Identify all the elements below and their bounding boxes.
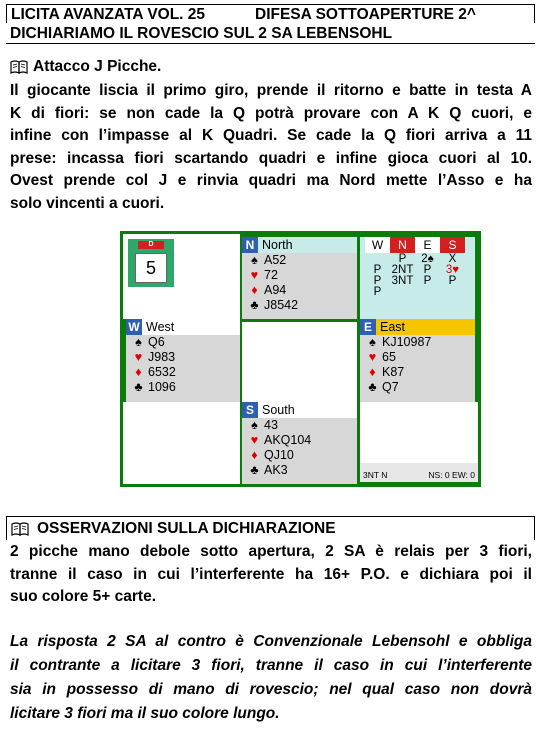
board-info-cell — [123, 234, 240, 319]
heart-icon: ♥ — [134, 350, 143, 364]
dealer-indicator — [128, 239, 174, 287]
bid: P — [423, 264, 432, 276]
east-hand — [360, 319, 475, 402]
diamond-icon: ♦ — [135, 365, 142, 379]
bid — [440, 287, 465, 298]
text-line: suo colore 5+ carte. — [10, 588, 157, 605]
bid: P — [373, 275, 382, 287]
diamond-icon: ♦ — [369, 365, 376, 379]
spades: KJ10987 — [382, 335, 432, 349]
bid: X — [448, 253, 457, 265]
clubs: AK3 — [264, 463, 288, 477]
diamonds: 6532 — [148, 365, 176, 379]
seat-badge: S — [242, 402, 258, 418]
text-line: il contrante a licitare 3 fiori, tranne il caso in cui l’interferente — [10, 657, 532, 674]
observations-header — [6, 516, 535, 540]
spade-icon: ♠ — [251, 418, 258, 432]
hand-name: West — [146, 320, 175, 334]
hand-name: South — [262, 403, 295, 417]
text-line: licitare 3 fiori ma il suo colore lungo. — [10, 705, 280, 722]
empty-cell — [123, 402, 240, 484]
auction-col-e: E — [415, 237, 440, 253]
south-hand — [242, 402, 357, 484]
lead-line — [10, 57, 161, 76]
diamonds: QJ10 — [264, 448, 294, 462]
club-icon: ♣ — [250, 463, 259, 477]
hand-name: East — [380, 320, 406, 334]
heart-icon: ♥ — [250, 433, 259, 447]
clubs: 1096 — [148, 380, 176, 394]
club-icon: ♣ — [250, 298, 259, 312]
auction-col-n: N — [390, 237, 415, 253]
hearts: J983 — [148, 350, 176, 364]
subtitle-bar — [6, 24, 535, 44]
spades: A52 — [264, 253, 287, 267]
hand-name: North — [262, 238, 293, 252]
text-line: Ovest prende col J e rinvia quadri ma Nord mette l’Asso e ha — [10, 172, 532, 189]
score: NS: 0 EW: 0 — [428, 470, 475, 480]
bid: 3♥ — [445, 264, 460, 276]
bid: P — [373, 286, 382, 298]
header-bar — [6, 4, 535, 23]
hearts: 72 — [264, 268, 278, 282]
west-hand — [126, 319, 240, 402]
club-icon: ♣ — [368, 380, 377, 394]
north-hand — [242, 237, 357, 319]
diamonds: A94 — [264, 283, 287, 297]
observations-text — [10, 541, 532, 609]
bid: P — [448, 275, 457, 287]
text-line: Il giocante liscia il primo giro, prende il ritorno e batte in testa A — [10, 82, 532, 99]
text-line: 2 picche mano debole sotto apertura, 2 SA è relais per 3 fiori, — [10, 543, 532, 560]
lebensohl-note — [10, 630, 532, 726]
bid: P — [398, 253, 407, 265]
bid: 3NT — [391, 275, 414, 287]
book-icon — [10, 60, 28, 74]
spades: 43 — [264, 418, 278, 432]
auction-rows — [360, 253, 475, 298]
text-line: K di fiori: se non cade la Q potrà provare con A K Q cuori, e — [10, 104, 532, 122]
text-line: prese: incassa fiori scartando quadri e infine gioca cuori al 10. — [10, 149, 532, 167]
text-line: infine con l’impasse al K Quadri. Se cade la Q fiori arriva a 11 — [10, 127, 532, 144]
diamond-icon: ♦ — [251, 448, 258, 462]
bid: P — [373, 264, 382, 276]
clubs: Q7 — [382, 380, 399, 394]
spade-icon: ♠ — [135, 335, 142, 349]
bid: 2NT — [391, 264, 414, 276]
seat-badge: E — [360, 319, 376, 335]
auction-col-w: W — [365, 237, 390, 253]
spade-icon: ♠ — [251, 253, 258, 267]
auction-box — [360, 237, 475, 319]
opening-lead: Attacco J Picche. — [33, 58, 162, 75]
topic-title: DIFESA SOTTOAPERTURE 2^ — [255, 6, 476, 23]
bridge-deal-diagram — [120, 231, 481, 487]
contract: 3NT N — [363, 470, 388, 480]
heart-icon: ♥ — [250, 268, 259, 282]
result-bar — [360, 463, 478, 482]
board-number: 5 — [135, 253, 167, 283]
table-center — [242, 322, 357, 402]
seat-badge: W — [126, 319, 142, 335]
hearts: 65 — [382, 350, 396, 364]
auction-col-s: S — [440, 237, 465, 253]
text-line: La risposta 2 SA al contro è Convenzionale Lebensohl e obbliga — [10, 633, 532, 650]
diamond-icon: ♦ — [251, 283, 258, 297]
play-description — [10, 80, 532, 215]
volume-title: LICITA AVANZATA VOL. 25 — [11, 6, 206, 23]
bid — [390, 287, 415, 298]
bid: 2♠ — [421, 253, 434, 265]
seat-badge: N — [242, 237, 258, 253]
spades: Q6 — [148, 335, 165, 349]
clubs: J8542 — [264, 298, 299, 312]
book-icon — [11, 522, 29, 536]
subtitle: DICHIARIAMO IL ROVESCIO SUL 2 SA LEBENSOHL — [10, 25, 393, 42]
club-icon: ♣ — [134, 380, 143, 394]
section-title: OSSERVAZIONI SULLA DICHIARAZIONE — [37, 519, 336, 537]
text-line: sia in possesso di mano di rovescio; nel qual caso non dovrà — [10, 681, 532, 698]
diamonds: K87 — [382, 365, 405, 379]
hearts: AKQ104 — [264, 433, 312, 447]
heart-icon: ♥ — [368, 350, 377, 364]
bid: P — [423, 275, 432, 287]
text-line: solo vincenti a cuori. — [10, 194, 165, 212]
dealer-label: D — [138, 241, 164, 249]
spade-icon: ♠ — [369, 335, 376, 349]
bid — [415, 287, 440, 298]
text-line: tranne il caso in cui l’interferente ha 16+ P.O. e dichiara poi il — [10, 565, 532, 583]
blank-cell — [360, 402, 478, 463]
